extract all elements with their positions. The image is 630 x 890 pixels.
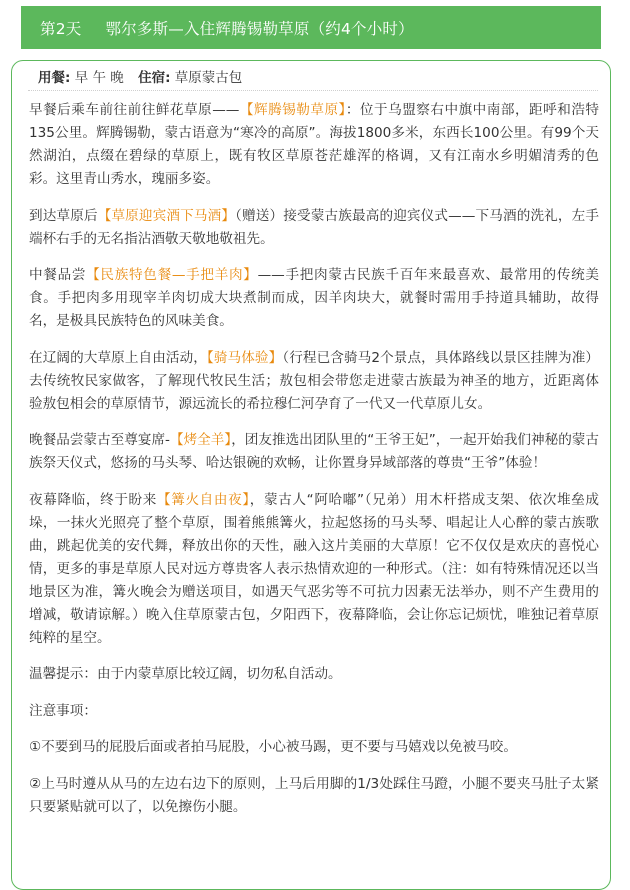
paragraph-text: 早餐后乘车前往前往鲜花草原—— <box>29 102 240 118</box>
meta-divider <box>28 90 598 91</box>
meals-value: 早 午 晚 <box>74 70 124 86</box>
paragraph-bonfire <box>29 489 599 650</box>
highlight-bonfire-night: 【篝火自由夜】 <box>157 491 250 508</box>
paragraph-horse-riding <box>29 347 599 416</box>
meal-lodging-info <box>38 68 242 88</box>
paragraph-text: 到达草原后 <box>29 207 98 224</box>
paragraph-text: ，蒙古人“阿哈嘟”（兄弟）用木杆搭成支架、依次堆垒成垛，一抹火光照亮了整个草原，围着熊熊篝火，拉起悠扬的马头琴、唱起让人心醉的蒙古族歌曲，跳起优美的安代舞，释放出你的天性，融入这片美丽的大草原！它不仅仅是欢庆的喜悦心情，更多的事是草原人民对远方尊贵客人表示热情欢迎的一种形式。（注：如有特殊情况还以当地景区为准，篝火晚会为赠送项目，如遇天气恶劣等不可抗力因素无法举办，则不产生费用的增减，敬请谅解。）晚入住草原蒙古包，夕阳西下，夜幕降临，会让你忘记烦忧，唯独记着草原纯粹的星空。 <box>29 491 600 646</box>
paragraph-text: 在辽阔的大草原上自由活动， <box>29 349 207 366</box>
paragraph-grassland-intro <box>29 99 599 191</box>
meals-label: 用餐: <box>38 70 71 86</box>
paragraph-note-2: ②上马时遵从从马的左边右边下的原则，上马后用脚的1/3处踩住马蹬，小腿不要夹马肚子太紧只要紧贴就可以了，以免擦伤小腿。 <box>29 775 599 815</box>
paragraph-text: ——手把肉蒙古民族千百年来最喜欢、最常用的传统美食。手把肉多用现宰羊肉切成大块煮制而成，因羊肉块大，就餐时需用手持道具辅助，故得名，是极具民族特色的风味美食。 <box>29 267 600 329</box>
lodging-value: 草原蒙古包 <box>174 70 243 86</box>
highlight-welcome-wine: 【草原迎宾酒下马酒】 <box>97 207 236 224</box>
paragraph-text: 夜幕降临，终于盼来 <box>29 491 157 508</box>
day-header-banner <box>21 6 601 49</box>
highlight-huiteng-xile: 【辉腾锡勒草原】 <box>239 102 346 118</box>
highlight-hand-mutton: 【民族特色餐—手把羊肉】 <box>86 267 258 283</box>
paragraph-text: 晚餐品尝蒙古至尊宴席- <box>29 432 170 448</box>
highlight-roast-lamb: 【烤全羊】 <box>169 432 232 448</box>
day-number: 第2天 <box>40 19 82 38</box>
lodging-label: 住宿: <box>138 70 171 86</box>
highlight-horse-riding: 【骑马体验】 <box>206 349 283 366</box>
itinerary-content <box>29 99 599 832</box>
paragraph-note-1: ①不要到马的屁股后面或者拍马屁股，小心被马踢，更不要与马嬉戏以免被马咬。 <box>29 739 517 755</box>
paragraph-text: ：位于乌盟察右中旗中南部，距呼和浩特135公里。辉腾锡勒，蒙古语意为“寒冷的高原”。海拔1800多米，东西长100公里。有99个天然湖泊，点缀在碧绿的草原上，既有牧区草原苍茫雄浑的格调，又有江南水乡明媚清秀的色彩。这里青山秀水，瑰丽多姿。 <box>29 102 600 187</box>
day-title: 鄂尔多斯—入住辉腾锡勒草原（约4个小时） <box>105 19 414 38</box>
paragraph-tip: 温馨提示：由于内蒙草原比较辽阔，切勿私自活动。 <box>29 666 342 682</box>
paragraph-text: 中餐品尝 <box>29 267 87 283</box>
paragraph-welcome-wine <box>29 205 599 251</box>
paragraph-text: ，团友推选出团队里的“王爷王妃”，一起开始我们神秘的蒙古族祭天仪式，悠扬的马头琴、哈达银碗的欢畅，让你置身异域部落的尊贵“王爷”体验！ <box>29 432 599 471</box>
paragraph-lunch <box>29 264 599 333</box>
paragraph-dinner <box>29 429 599 475</box>
paragraph-text: （行程已含骑马2个景点，具体路线以景区挂牌为准）去传统牧民家做客，了解现代牧民生活；敖包相会带您走进蒙古族最为神圣的地方，近距离体验敖包相会的草原情节，源远流长的希拉穆仁河孕育了一代又一代草原儿女。 <box>29 349 600 412</box>
paragraph-notes-heading: 注意事项： <box>29 702 97 719</box>
paragraph-text: （赠送）接受蒙古族最高的迎宾仪式——下马酒的洗礼，左手端杯右手的无名指沾酒敬天敬地敬祖先。 <box>29 207 600 247</box>
